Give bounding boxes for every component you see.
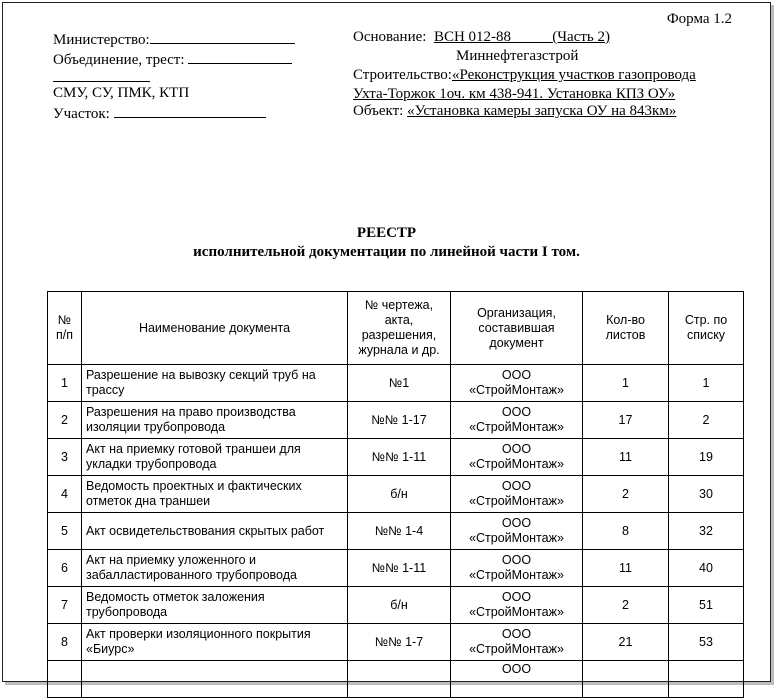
document-number: б/н bbox=[348, 476, 451, 513]
document-name: Ведомость отметок заложения трубопровода bbox=[82, 587, 348, 624]
organization-name: «СтройМонтаж» bbox=[469, 642, 564, 656]
document-number: №№ 1-11 bbox=[348, 550, 451, 587]
document-name: Акт освидетельствования скрытых работ bbox=[82, 513, 348, 550]
list-page: 1 bbox=[669, 365, 744, 402]
section-label: Участок: bbox=[53, 106, 110, 122]
register-table bbox=[47, 291, 744, 698]
construction-value-1: «Реконструкция участков газопровода bbox=[451, 67, 696, 83]
organization-name: «СтройМонтаж» bbox=[469, 420, 564, 434]
document-name: Разрешение на вывозку секций труб на трассу bbox=[82, 365, 348, 402]
table-row bbox=[48, 402, 744, 439]
organization-type: ООО bbox=[501, 662, 532, 676]
document-number bbox=[348, 661, 451, 698]
table-row bbox=[48, 439, 744, 476]
sheet-count: 11 bbox=[583, 439, 669, 476]
row-number: 1 bbox=[48, 365, 82, 402]
organization-type: ООО bbox=[501, 479, 532, 493]
document-number: №№ 1-17 bbox=[348, 402, 451, 439]
register-subtitle: исполнительной документации по линейной части I том. bbox=[193, 244, 580, 260]
construction-value-2: Ухта-Торжок 1оч. км 438-941. Установка КПЗ ОУ» bbox=[353, 86, 676, 102]
form-label: Форма 1.2 bbox=[666, 11, 732, 27]
object-label: Объект: bbox=[353, 103, 404, 119]
construction-label: Строительство: bbox=[353, 67, 452, 83]
col-header-document-name: Наименование документа bbox=[82, 292, 348, 365]
organization-name: «СтройМонтаж» bbox=[469, 605, 564, 619]
organization bbox=[451, 661, 583, 698]
col-header-sheet-count: Кол-во листов bbox=[583, 292, 669, 365]
sheet-count: 11 bbox=[583, 550, 669, 587]
document-name: Акт на приемку уложенного и забалластированного трубопровода bbox=[82, 550, 348, 587]
ministry-field bbox=[53, 29, 295, 49]
construction-field bbox=[353, 67, 696, 84]
organization-type: ООО bbox=[501, 516, 532, 530]
row-number bbox=[48, 661, 82, 698]
organization-name: «СтройМонтаж» bbox=[469, 568, 564, 582]
organization-name: «СтройМонтаж» bbox=[469, 531, 564, 545]
table-row bbox=[48, 624, 744, 661]
document-name: Разрешения на право производства изоляции трубопровода bbox=[82, 402, 348, 439]
document-number: б/н bbox=[348, 587, 451, 624]
organization-type: ООО bbox=[501, 405, 532, 419]
col-header-page: Стр. по списку bbox=[669, 292, 744, 365]
list-page: 40 bbox=[669, 550, 744, 587]
document-number: №№ 1-7 bbox=[348, 624, 451, 661]
organization bbox=[451, 365, 583, 402]
table-row bbox=[48, 365, 744, 402]
object-field bbox=[353, 103, 676, 120]
basis-label: Основание: bbox=[353, 29, 427, 45]
col-header-document-number: № чертежа, акта, разрешения, журнала и др. bbox=[348, 292, 451, 365]
ministry-blank bbox=[150, 29, 295, 44]
basis-value: ВСН 012-88 bbox=[433, 29, 512, 45]
organization bbox=[451, 476, 583, 513]
basis-field bbox=[353, 29, 610, 46]
organization-type: ООО bbox=[501, 553, 532, 567]
document-name bbox=[82, 661, 348, 698]
list-page bbox=[669, 661, 744, 698]
list-page: 51 bbox=[669, 587, 744, 624]
list-page: 32 bbox=[669, 513, 744, 550]
sheet-count: 17 bbox=[583, 402, 669, 439]
row-number: 5 bbox=[48, 513, 82, 550]
row-number: 4 bbox=[48, 476, 82, 513]
basis-part: (Часть 2) bbox=[552, 29, 610, 45]
section-field bbox=[53, 103, 266, 123]
sheet-count bbox=[583, 661, 669, 698]
organization-type: ООО bbox=[501, 627, 532, 641]
organization bbox=[451, 439, 583, 476]
document-name: Акт на приемку готовой траншеи для укладки трубопровода bbox=[82, 439, 348, 476]
ministry-label: Министерство: bbox=[53, 32, 150, 48]
units-blank bbox=[53, 81, 150, 82]
organization-type: ООО bbox=[501, 368, 532, 382]
sheet-count: 1 bbox=[583, 365, 669, 402]
units-label: СМУ, СУ, ПМК, КТП bbox=[53, 85, 190, 101]
document-number: №1 bbox=[348, 365, 451, 402]
organization-type: ООО bbox=[501, 442, 532, 456]
register-title: РЕЕСТР bbox=[356, 225, 417, 241]
section-blank bbox=[114, 103, 266, 118]
association-label: Объединение, трест: bbox=[53, 52, 185, 68]
row-number: 8 bbox=[48, 624, 82, 661]
list-page: 19 bbox=[669, 439, 744, 476]
list-page: 53 bbox=[669, 624, 744, 661]
organization-type: ООО bbox=[501, 590, 532, 604]
sheet-count: 2 bbox=[583, 476, 669, 513]
table-header-row bbox=[48, 292, 744, 365]
association-blank bbox=[188, 49, 292, 64]
organization-name: «СтройМонтаж» bbox=[469, 383, 564, 397]
list-page: 2 bbox=[669, 402, 744, 439]
row-number: 6 bbox=[48, 550, 82, 587]
table-row bbox=[48, 476, 744, 513]
organization bbox=[451, 550, 583, 587]
sheet-count: 8 bbox=[583, 513, 669, 550]
ministry-name: Миннефтегазстрой bbox=[456, 48, 579, 64]
sheet-count: 2 bbox=[583, 587, 669, 624]
organization bbox=[451, 513, 583, 550]
table-row bbox=[48, 513, 744, 550]
row-number: 2 bbox=[48, 402, 82, 439]
organization bbox=[451, 402, 583, 439]
organization-name: «СтройМонтаж» bbox=[469, 494, 564, 508]
document-number: №№ 1-4 bbox=[348, 513, 451, 550]
object-value: «Установка камеры запуска ОУ на 843км» bbox=[407, 103, 677, 119]
document-number: №№ 1-11 bbox=[348, 439, 451, 476]
col-header-number: № п/п bbox=[48, 292, 82, 365]
table-row bbox=[48, 550, 744, 587]
association-field bbox=[53, 49, 292, 69]
list-page: 30 bbox=[669, 476, 744, 513]
organization bbox=[451, 624, 583, 661]
sheet-count: 21 bbox=[583, 624, 669, 661]
col-header-organization: Организация, составившая документ bbox=[451, 292, 583, 365]
row-number: 7 bbox=[48, 587, 82, 624]
row-number: 3 bbox=[48, 439, 82, 476]
table-row bbox=[48, 661, 744, 698]
document-page bbox=[2, 2, 771, 682]
organization-name: «СтройМонтаж» bbox=[469, 457, 564, 471]
document-name: Ведомость проектных и фактических отметок дна траншеи bbox=[82, 476, 348, 513]
document-name: Акт проверки изоляционного покрытия «Биурс» bbox=[82, 624, 348, 661]
organization bbox=[451, 587, 583, 624]
table-row bbox=[48, 587, 744, 624]
